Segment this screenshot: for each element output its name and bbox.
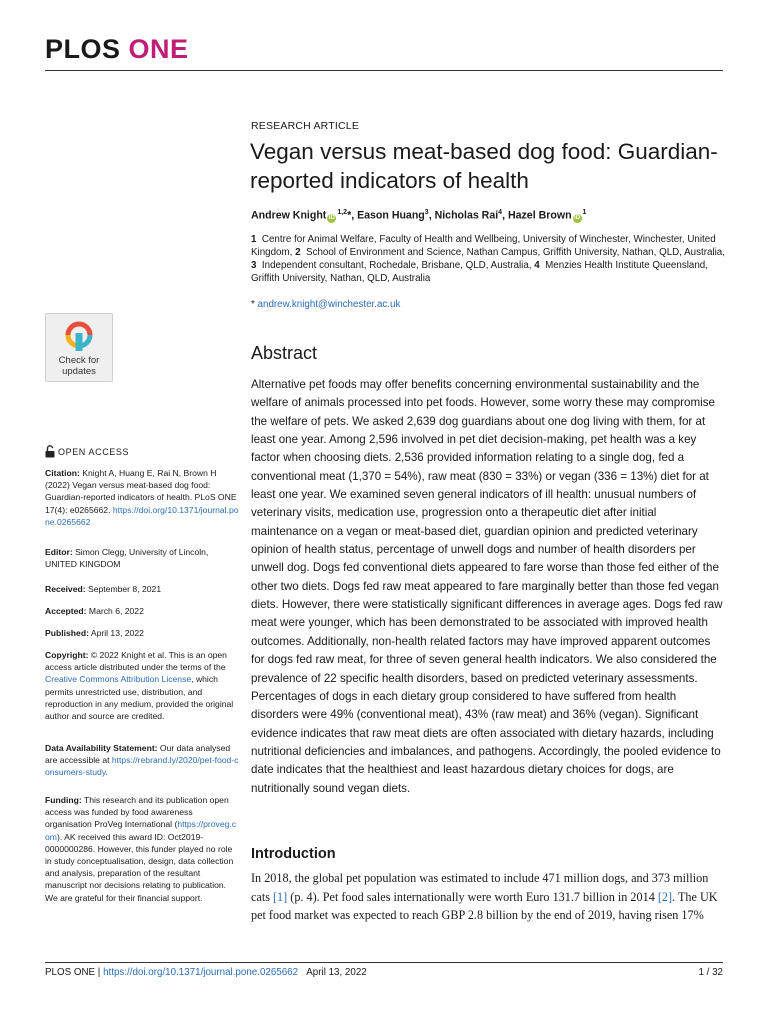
crossmark-label-2: updates xyxy=(62,366,96,377)
abstract-body: Alternative pet foods may offer benefits concerning environmental sustainability and the welfare of animals processed into pet foods. However, some worry these may compromise the welfare of pets. We asked 2,639 dog guardians about one dog living with them, for at least one year. Among 2,596 involved in pet diet decision-making, pet health was a key factor when choosing diets. 2,536 provided information relating to a single dog, fed a conventional meat (1,370 = 54%), raw meat (830 = 33%) or vegan (336 = 13%) diet for at least one year. We examined seven general indicators of ill health: unusual numbers of veterinary visits, medication use, progression onto a therapeutic diet after initial maintenance on a vegan or meat-based diet, guardian opinion and predicted veterinary opinion of health status, percentage of unwell dogs and number of health disorders per unwell dog. Dogs fed conventional diets appeared to fare worse than those fed either of the other two diets. Dogs fed raw meat appeared to fare marginally better than those fed vegan diets. However, there were statistically significant differences in average ages. Dogs fed raw meat were younger, which has been demonstrated to be associated with improved health outcomes. Additionally, non-health related factors may have improved apparent outcomes for dogs fed raw meat, for three of seven general health indicators. We also considered the prevalence of 22 specific health disorders, based on predicted veterinary assessments. Percentages of dogs in each dietary group considered to have suffered from health disorders were 49% (conventional meat), 43% (raw meat) and 36% (vegan). Significant evidence indicates that raw meat diets are often associated with dietary hazards, including nutritional deficiencies and imbalances, and pathogens. Accordingly, the pooled evidence to date indicates that the healthiest and least hazardous dietary choices for dogs, are nutritionally sound vegan diets. xyxy=(251,378,723,795)
footer-rule xyxy=(45,962,723,963)
reference-link[interactable]: [1] xyxy=(273,889,288,904)
funding-link[interactable]: https://proveg.com xyxy=(45,819,237,842)
open-access-badge: OPEN ACCESS xyxy=(45,445,129,458)
corresponding-email: * andrew.knight@winchester.ac.uk xyxy=(251,299,401,310)
check-for-updates-button[interactable] xyxy=(45,313,113,382)
email-link[interactable]: andrew.knight@winchester.ac.uk xyxy=(257,299,401,310)
header-rule xyxy=(45,70,723,71)
author-name[interactable]: Nicholas Rai xyxy=(434,209,499,222)
logo-plos: PLOS xyxy=(45,34,121,64)
crossmark-icon xyxy=(63,319,95,353)
open-lock-icon xyxy=(45,445,55,458)
logo-one: ONE xyxy=(128,34,189,64)
funding-block: Funding: This research and its publication open access was funded by food awareness organisation ProVeg International (https://proveg.com). AK received this award ID: Oct2019-0000000286. However, this funder played no role in study conceptualisation, design, data collection and analysis, preparation of the resultant manuscript nor decisions relating to publication. We are grateful for their financial support. xyxy=(45,795,237,903)
author-name[interactable]: Andrew Knight xyxy=(251,209,327,222)
author-name[interactable]: Eason Huang xyxy=(357,209,425,222)
affiliations: 1 Centre for Animal Welfare, Faculty of Health and Wellbeing, University of Winchester, Winchester, United Kingdom, 2 School of Environment and Science, Nathan Campus, Griffith University, Nathan, QLD, Australia, 3 Independent consultant, Rochedale, Brisbane, QLD, Australia, 4 Menzies Health Institute Queensland, Griffith University, Nathan, QLD, Australia xyxy=(251,234,725,284)
abstract-heading: Abstract xyxy=(251,343,318,363)
crossmark-label-1: Check for xyxy=(58,355,100,366)
orcid-icon[interactable]: iD xyxy=(328,214,335,221)
citation-doi-link[interactable]: https://doi.org/10.1371/journal.pone.0265662 xyxy=(45,504,239,527)
data-availability-block: Data Availability Statement: Our data analysed are accessible at https://rebrand.ly/2020/pet-food-consumers-study. xyxy=(45,743,239,778)
license-link[interactable]: Creative Commons Attribution License xyxy=(45,674,192,685)
author-name[interactable]: Hazel Brown xyxy=(507,209,572,222)
received-date: Received: September 8, 2021 xyxy=(45,584,162,594)
footer-date: April 13, 2022 xyxy=(306,967,367,978)
copyright-block: Copyright: © 2022 Knight et al. This is an open access article distributed under the terms of the Creative Commons Attribution License, which permits unrestricted use, distribution, and reproduction in any medium, provided the original author and source are credited. xyxy=(45,650,234,722)
article-title: Vegan versus meat-based dog food: Guardian-reported indicators of health xyxy=(250,139,718,193)
footer-doi-link[interactable]: https://doi.org/10.1371/journal.pone.0265662 xyxy=(103,967,299,978)
author-list: Andrew Knight iD$^{1,2}$*, Eason Huang$^3$, Nicholas Rai$^4$, Hazel Brown $iD^1$ xyxy=(251,209,587,222)
editor-block: Editor: Simon Clegg, University of Lincoln, UNITED KINGDOM xyxy=(45,547,209,570)
citation-block: Citation: Knight A, Huang E, Rai N, Brown H (2022) Vegan versus meat-based dog food: Guardian-reported indicators of health. PLoS ONE 17(4): e0265662. https://doi.org/10.1371/journal.pone.0265662 xyxy=(45,468,239,527)
article-type: RESEARCH ARTICLE xyxy=(251,120,360,132)
introduction-body: In 2018, the global pet population was estimated to include 471 million dogs, and 373 million cats [1] (p. 4). Pet food sales internationally were worth Euro 131.7 billion in 2014 [2]. The UK pet food market was expected to reach GBP 2.8 billion by the end of 2019, having risen 17% xyxy=(251,871,718,923)
reference-link[interactable]: [2] xyxy=(657,889,673,904)
orcid-icon[interactable]: iD xyxy=(574,214,581,221)
journal-logo[interactable] xyxy=(45,36,189,63)
published-date: Published: April 13, 2022 xyxy=(45,628,144,638)
introduction-heading: Introduction xyxy=(251,846,336,862)
page-footer: PLOS ONE | https://doi.org/10.1371/journal.pone.0265662 April 13, 2022 1 / 32 xyxy=(45,967,723,978)
page-number: 1 / 32 xyxy=(698,967,723,978)
accepted-date: Accepted: March 6, 2022 xyxy=(45,606,144,616)
data-link[interactable]: https://rebrand.ly/2020/pet-food-consumers-study xyxy=(45,755,239,778)
